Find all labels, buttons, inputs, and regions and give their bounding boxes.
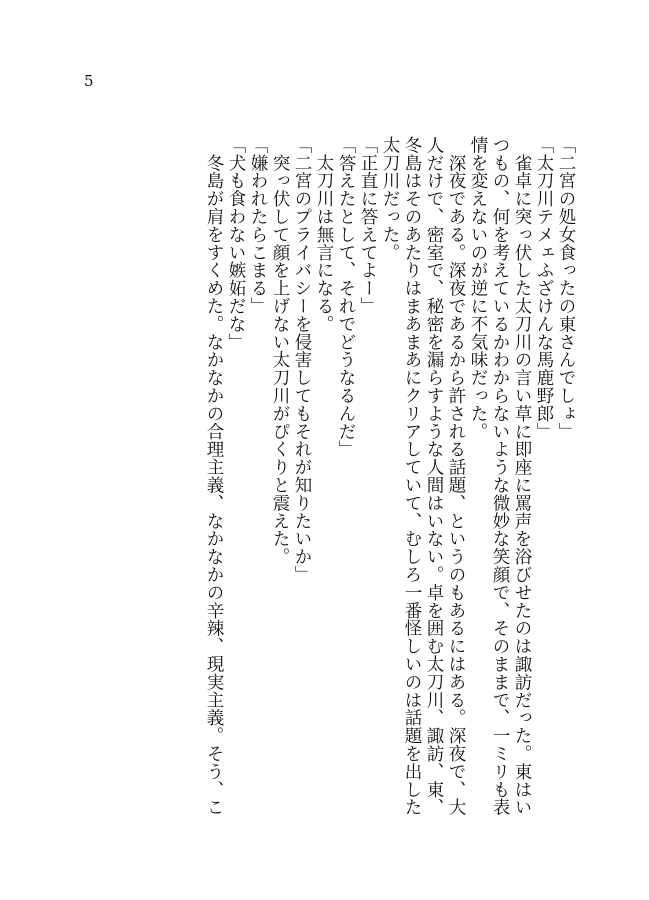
- text-line: 冬島はそのあたりはまあまあにクリアしていて、むしろ一番怪しいのは話題を出した: [402, 136, 422, 817]
- text-line: 突っ伏して顔を上げない太刀川がぴくりと震えた。: [270, 136, 290, 566]
- text-line: 冬島が肩をすくめた。なかなかの合理主義、なかなかの辛辣、現実主義。そう、こ: [204, 136, 224, 817]
- text-line: 情を変えないのが逆に不気味だった。: [468, 136, 488, 441]
- text-line: 太刀川だった。: [380, 136, 400, 262]
- page-number: 5: [84, 72, 94, 90]
- text-line: 雀卓に突っ伏した太刀川の言い草に即座に罵声を浴びせたのは諏訪だった。東はい: [512, 136, 532, 817]
- text-line: 「犬も食わない嫉妬だな」: [226, 136, 246, 351]
- text-line: 「正直に答えてよー」: [358, 136, 378, 315]
- text-line: 「二宮の処女食ったの東さんでしょ」: [556, 136, 576, 441]
- text-line: 人だけで、密室で、秘密を漏らすような人間はいない。卓を囲む太刀川、諏訪、東、: [424, 136, 444, 817]
- text-line: 「嫌われたらこまる」: [248, 136, 268, 315]
- vertical-text-body: [203, 136, 577, 856]
- text-line: 深夜である。深夜であるから許される話題、というのもあるにはある。深夜で、大: [446, 136, 466, 817]
- text-line: 「答えたとして、それでどうなるんだ」: [336, 136, 356, 459]
- text-line: 「太刀川テメェふざけんな馬鹿野郎」: [534, 136, 554, 441]
- text-line: 太刀川は無言になる。: [314, 136, 334, 333]
- text-line: つもの、何を考えているかわからないような微妙な笑顔で、そのままで、一ミリも表: [490, 136, 510, 817]
- text-line: 「二宮のプライバシーを侵害してもそれが知りたいか」: [292, 136, 312, 584]
